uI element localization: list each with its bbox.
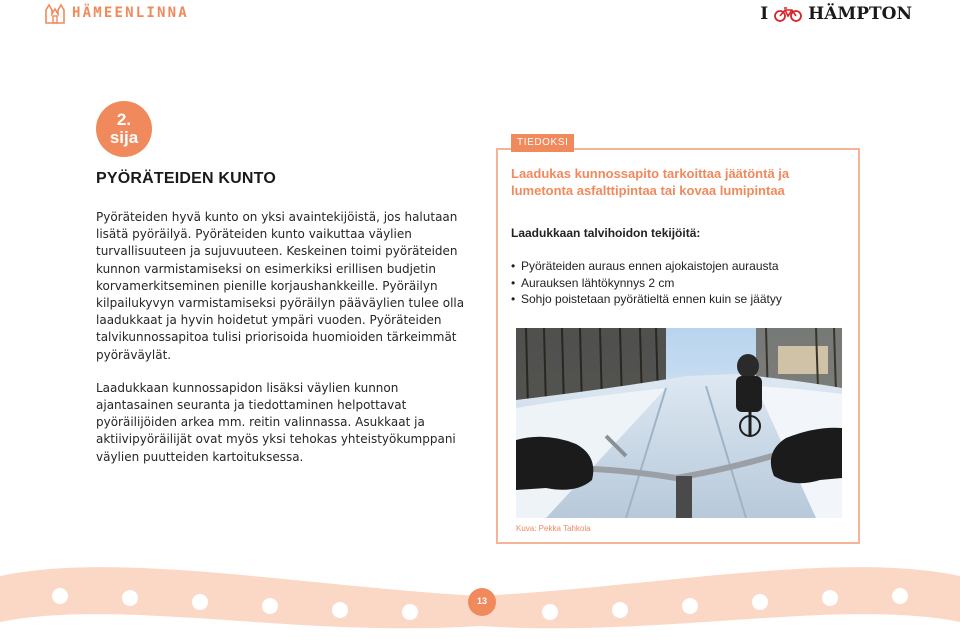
page-number: 13 bbox=[476, 596, 487, 606]
castle-icon bbox=[44, 2, 66, 24]
info-bullet-item: • Aurauksen lähtökynnys 2 cm bbox=[511, 275, 851, 292]
rank-number: 2. bbox=[116, 110, 132, 129]
rank-label: sija bbox=[109, 128, 139, 147]
article-column bbox=[96, 170, 468, 466]
hameenlinna-wordmark: HÄMEENLINNA bbox=[72, 5, 189, 21]
info-bullet-item: • Sohjo poistetaan pyörätieltä ennen kuin se jäätyy bbox=[511, 291, 851, 308]
article-paragraph-1: Pyöräteiden hyvä kunto on yksi avaintekijöistä, jos halutaan lisätä pyöräilyä. Pyöräteiden kunto vaikuttaa väylien turvallisuuteen ja sujuvuuteen. Keskeinen toimi pyöräteiden kunnon varmistamiseksi on esimerkiksi erillisen budjetin korvamerkitseminen pienille korjaushankkeille. Pyöräilyn kilpailukyvyn varmistamiseksi pyöräilyn pääväylien tulee olla laadukkaat ja hyvin hoidetut ympäri vuoden. Pyöräteiden talvikunnossapitoa tulisi priorisoida huomioiden tärkeimmät pyöräväylät. bbox=[96, 210, 465, 362]
winter-cycling-illustration bbox=[516, 328, 842, 518]
photo-caption: Kuva: Pekka Tahkola bbox=[516, 524, 591, 533]
i-love-hampton-logo bbox=[760, 4, 912, 24]
info-subheading: Laadukkaan talvihoidon tekijöitä: bbox=[511, 226, 701, 240]
heart-bicycle-icon bbox=[774, 6, 802, 22]
info-bullet-item: • Pyöräteiden auraus ennen ajokaistojen aurausta bbox=[511, 258, 851, 275]
info-headline: Laadukas kunnossapito tarkoittaa jäätöntä ja lumetonta asfalttipintaa tai kovaa lumipintaa bbox=[511, 166, 790, 198]
hameenlinna-logo bbox=[44, 2, 189, 24]
article-title: PYÖRÄTEIDEN KUNTO bbox=[96, 170, 277, 187]
winter-cycling-photo bbox=[516, 328, 842, 518]
info-tag: TIEDOKSI bbox=[511, 134, 574, 152]
logo-i-letter: I bbox=[760, 4, 769, 24]
hampton-wordmark: HÄMPTON bbox=[808, 4, 912, 24]
info-bullet-list bbox=[511, 258, 851, 308]
article-paragraph-2: Laadukkaan kunnossapidon lisäksi väylien kunnon ajantasainen seuranta ja tiedottaminen helpottavat pyöräilijöiden arkea mm. reitin valinnassa. Asukkaat ja aktiivipyöräilijät ovat myös yksi tehokas yhteistyökumppani väylien puutteiden kartoituksessa. bbox=[96, 380, 456, 464]
rank-badge bbox=[96, 101, 152, 157]
